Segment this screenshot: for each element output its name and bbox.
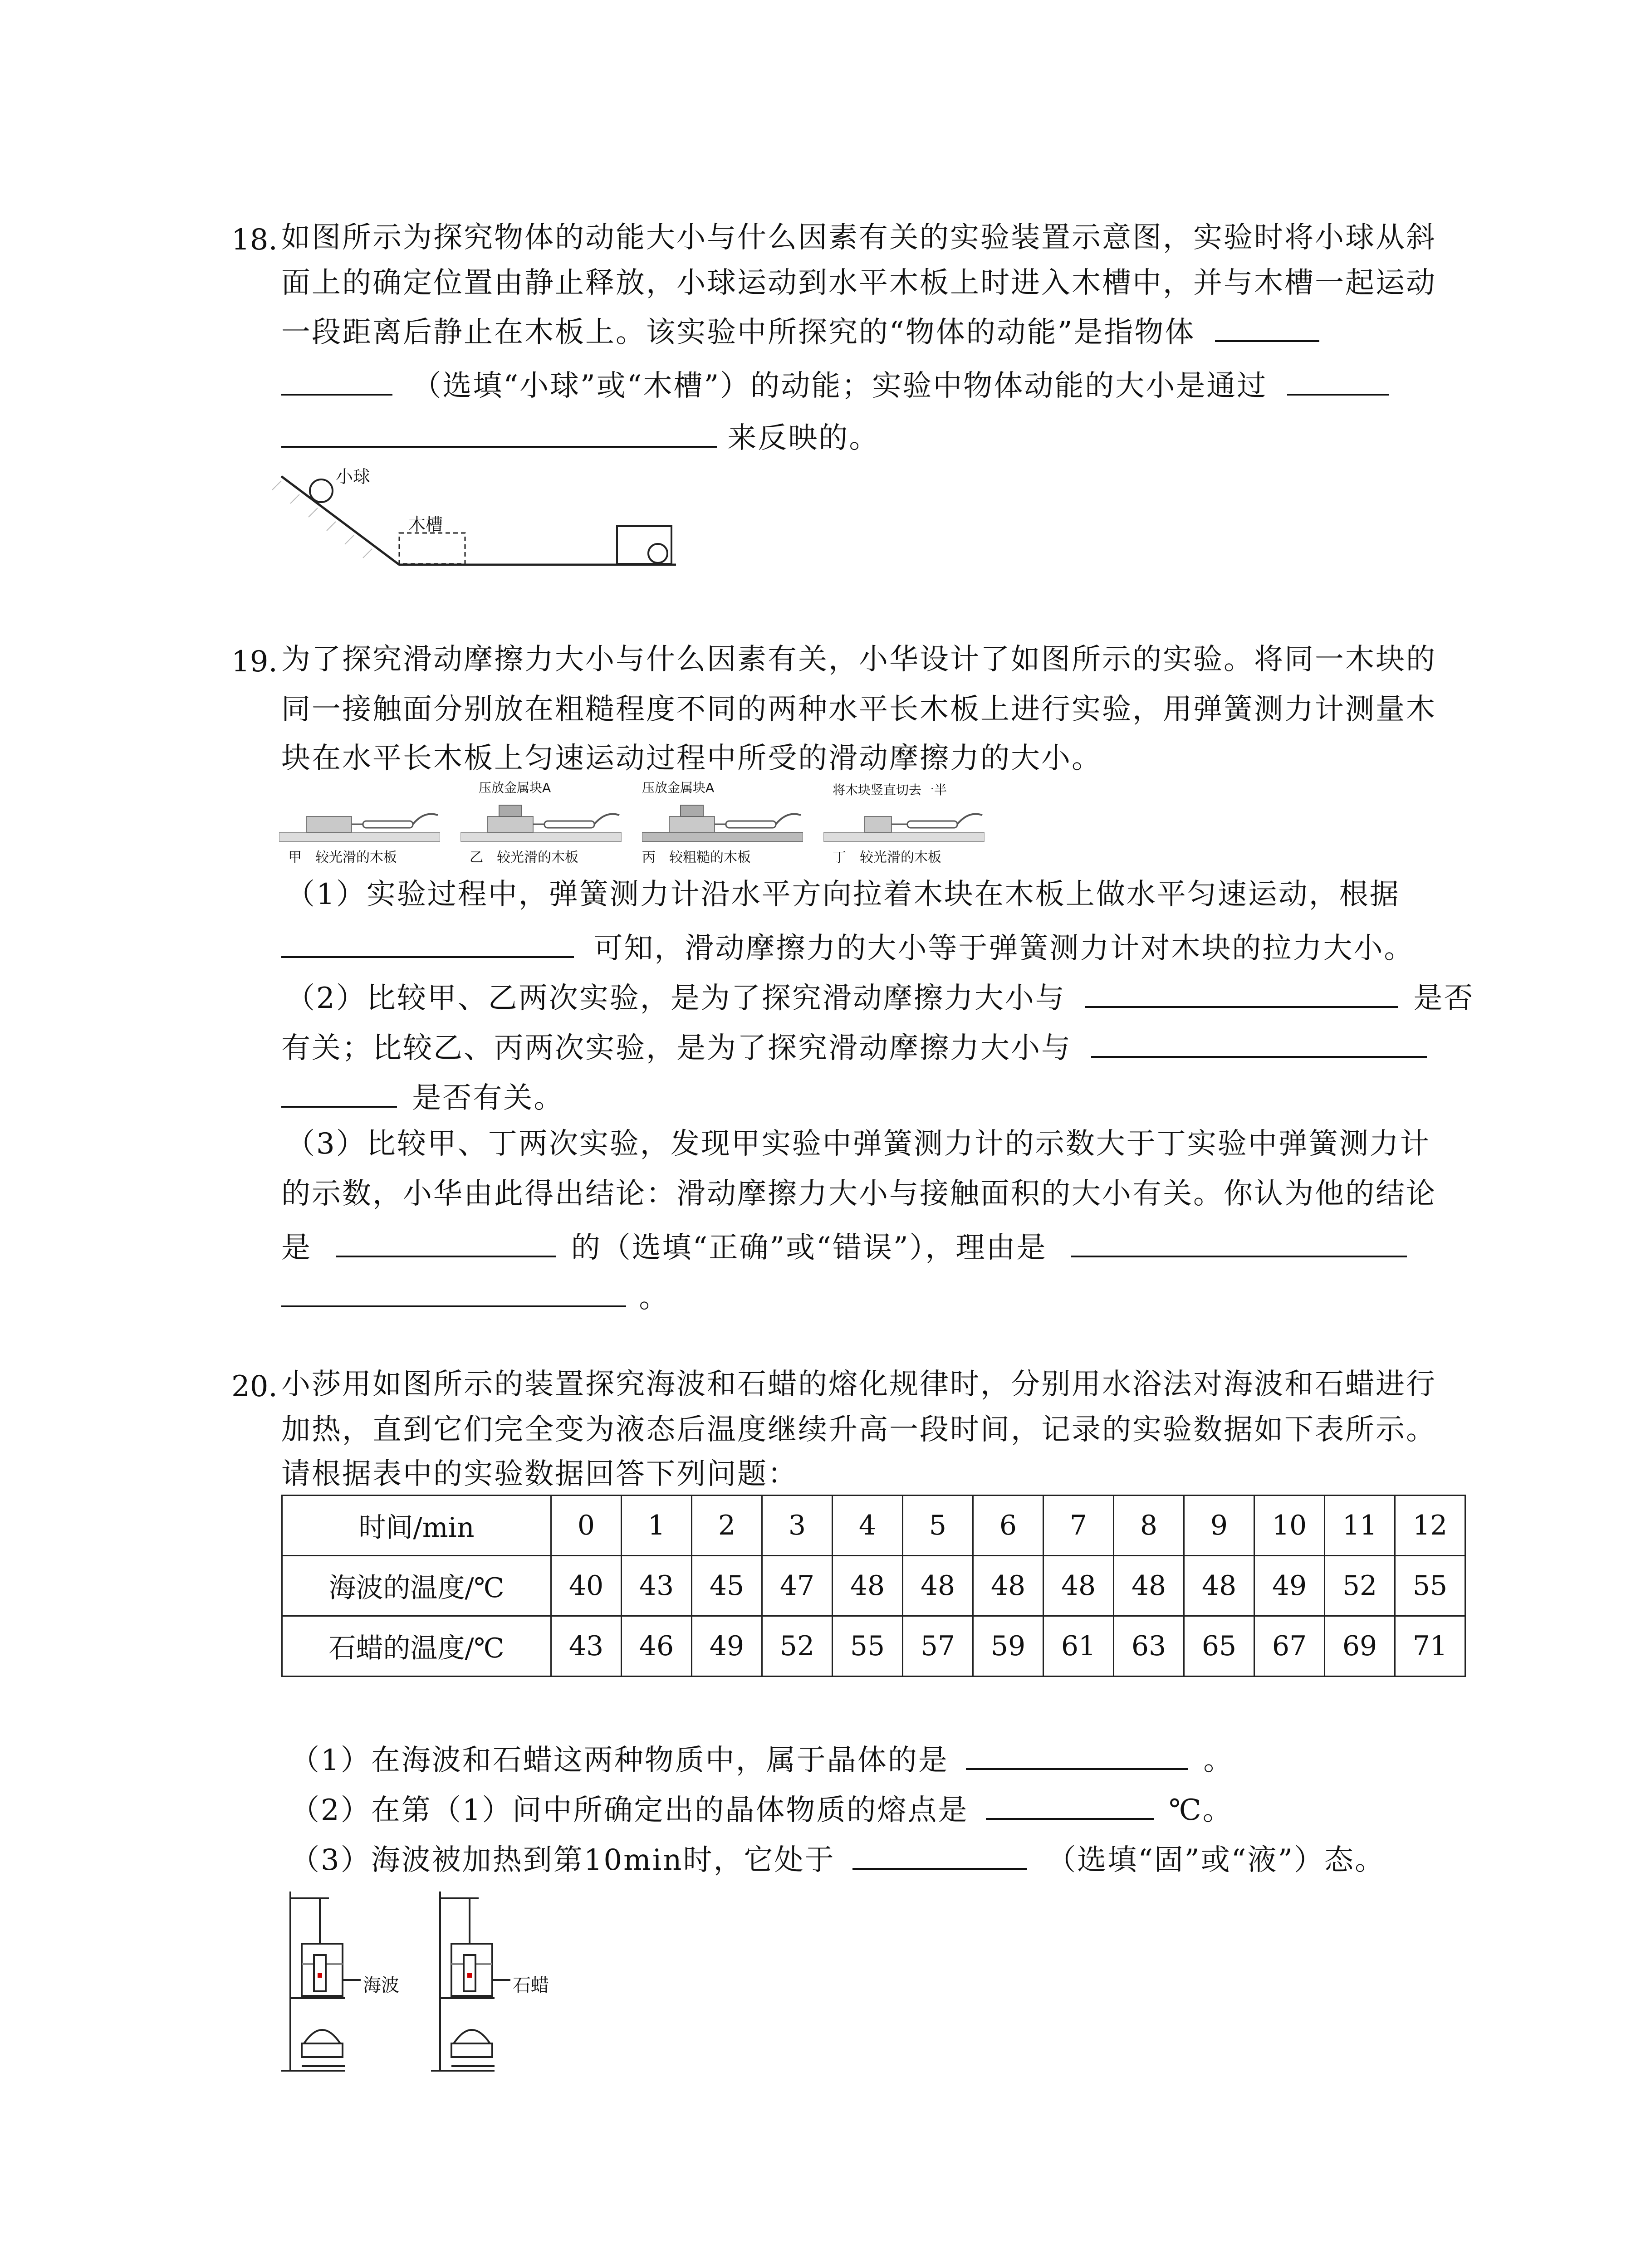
table-cell: 52: [762, 1616, 833, 1677]
fig-ding-label: 将木块竖直切去一半: [833, 782, 947, 797]
table-row-label: 时间/min: [282, 1496, 551, 1556]
q20-p1b: 。: [1203, 1744, 1234, 1777]
table-cell: 40: [551, 1556, 622, 1616]
table-row-label: 石蜡的温度/℃: [282, 1616, 551, 1677]
table-cell: 48: [1184, 1556, 1254, 1616]
table-cell: 55: [833, 1616, 903, 1677]
table-cell: 46: [622, 1616, 692, 1677]
q19-blank-3a[interactable]: [336, 1229, 556, 1257]
q18-figure: [272, 463, 690, 585]
table-cell: 48: [973, 1556, 1043, 1616]
table-cell: 48: [1114, 1556, 1184, 1616]
fig-ding: [823, 780, 985, 866]
table-cell: 48: [903, 1556, 973, 1616]
fig-yi: [460, 780, 622, 866]
table-cell: 55: [1395, 1556, 1465, 1616]
q20-p2-line: [290, 1792, 1233, 1825]
q20-p2b: ℃。: [1169, 1794, 1233, 1827]
table-cell: 65: [1184, 1616, 1254, 1677]
q19-p2b: 有关；比较乙、丙两次实验，是为了探究滑动摩擦力大小与: [281, 1031, 1072, 1065]
q19-p2a-end: 是否: [1413, 982, 1474, 1015]
q19-blank-2b-cont[interactable]: [281, 1080, 397, 1108]
fig-bing-caption: 丙 较粗糙的木板: [642, 850, 751, 865]
table-cell: 69: [1325, 1616, 1395, 1677]
table-cell: 5: [903, 1496, 973, 1556]
q19-p2c-line: [281, 1080, 564, 1113]
q19-p2b-line: [281, 1030, 1427, 1063]
fig-jia-caption: 甲 较光滑的木板: [288, 850, 397, 865]
q19-blank-2a[interactable]: [1085, 980, 1398, 1008]
q20-blank-3[interactable]: [852, 1842, 1027, 1870]
temperature-table: [281, 1495, 1466, 1677]
q18-blank-1b[interactable]: [281, 367, 392, 396]
fig-label-shila: 石蜡: [513, 1975, 549, 1996]
q20-line-1: 小莎用如图所示的装置探究海波和石蜡的熔化规律时，分别用水浴法对海波和石蜡进行: [281, 1368, 1436, 1401]
table-cell: 0: [551, 1496, 622, 1556]
q18-blank-2b[interactable]: [281, 420, 717, 448]
q19-number: 19.: [231, 645, 278, 679]
table-cell: 63: [1114, 1616, 1184, 1677]
table-cell: 2: [692, 1496, 762, 1556]
incline-diagram: [272, 463, 690, 585]
q19-line-1: 为了探究滑动摩擦力大小与什么因素有关，小华设计了如图所示的实验。将同一木块的: [281, 643, 1436, 676]
table-cell: 57: [903, 1616, 973, 1677]
q20-p1-line: [290, 1742, 1234, 1775]
table-cell: 49: [1254, 1556, 1325, 1616]
table-cell: 43: [551, 1616, 622, 1677]
table-row: [282, 1616, 1465, 1677]
q19-p2a-line: [286, 980, 1474, 1013]
table-row-label: 海波的温度/℃: [282, 1556, 551, 1616]
q18-line-3: [281, 314, 1319, 347]
fig-label-ball: 小球: [336, 467, 371, 487]
q19-p2a: （2）比较甲、乙两次实验，是为了探究滑动摩擦力大小与: [286, 982, 1066, 1015]
q19-p3c-pre: 是: [281, 1231, 312, 1265]
table-cell: 71: [1395, 1616, 1465, 1677]
table-cell: 48: [833, 1556, 903, 1616]
table-cell: 49: [692, 1616, 762, 1677]
fig-label-haibo: 海波: [363, 1975, 399, 1996]
q20-p3-line: [290, 1842, 1385, 1875]
table-cell: 47: [762, 1556, 833, 1616]
q19-blank-3b-cont[interactable]: [281, 1279, 626, 1307]
table-cell: 4: [833, 1496, 903, 1556]
table-cell: 8: [1114, 1496, 1184, 1556]
q18-line-5-text: 来反映的。: [727, 421, 880, 455]
q19-p3c-line: [281, 1229, 1407, 1265]
q18-blank-2a[interactable]: [1287, 367, 1389, 396]
q19-blank-3b[interactable]: [1071, 1229, 1407, 1257]
q20-line-2: 加热，直到它们完全变为液态后温度继续升高一段时间，记录的实验数据如下表所示。: [281, 1413, 1436, 1447]
q18-line-4: [281, 367, 1389, 401]
q18-line-5: [281, 420, 879, 453]
table-cell: 9: [1184, 1496, 1254, 1556]
table-cell: 52: [1325, 1556, 1395, 1616]
q18-line-2: 面上的确定位置由静止释放，小球运动到水平木板上时进入木槽中，并与木槽一起运动: [281, 266, 1436, 300]
table-cell: 61: [1043, 1616, 1114, 1677]
q19-p1b: 可知，滑动摩擦力的大小等于弹簧测力计对木块的拉力大小。: [593, 932, 1415, 965]
q20-line-3: 请根据表中的实验数据回答下列问题：: [281, 1457, 798, 1491]
q19-blank-1[interactable]: [281, 930, 574, 958]
table-row: [282, 1556, 1465, 1616]
table-cell: 10: [1254, 1496, 1325, 1556]
table-cell: 43: [622, 1556, 692, 1616]
table-cell: 6: [973, 1496, 1043, 1556]
q19-p2c: 是否有关。: [412, 1081, 564, 1115]
q19-line-3: 块在水平长木板上匀速运动过程中所受的滑动摩擦力的大小。: [281, 742, 1102, 775]
table-cell: 11: [1325, 1496, 1395, 1556]
q18-blank-1a[interactable]: [1215, 314, 1319, 342]
ball-icon: [310, 479, 333, 502]
q18-line-4-text: （选填“小球”或“木槽”）的动能；实验中物体动能的大小是通过: [412, 369, 1268, 403]
table-cell: 12: [1395, 1496, 1465, 1556]
q19-p3d-line: [281, 1279, 670, 1315]
table-cell: 48: [1043, 1556, 1114, 1616]
q18-number: 18.: [231, 223, 278, 257]
q20-figure: [277, 1887, 576, 2077]
q20-number: 20.: [231, 1370, 278, 1403]
q18-line-1: 如图所示为探究物体的动能大小与什么因素有关的实验装置示意图，实验时将小球从斜: [281, 221, 1436, 254]
fig-label-trough: 木槽: [408, 514, 443, 534]
table-cell: 67: [1254, 1616, 1325, 1677]
table-cell: 1: [622, 1496, 692, 1556]
q19-p3b: 的示数，小华由此得出结论：滑动摩擦力大小与接触面积的大小有关。你认为他的结论: [281, 1177, 1436, 1211]
table-cell: 7: [1043, 1496, 1114, 1556]
q20-p3b: （选填“固”或“液”）态。: [1047, 1843, 1386, 1877]
fig-bing: [642, 780, 803, 866]
fig-yi-label: 压放金属块A: [479, 780, 551, 795]
q20-p2a: （2）在第（1）问中所确定出的晶体物质的熔点是: [290, 1794, 969, 1827]
table-cell: 3: [762, 1496, 833, 1556]
fig-bing-label: 压放金属块A: [642, 780, 715, 795]
q19-figures: [279, 780, 987, 866]
q20-p1a: （1）在海波和石蜡这两种物质中，属于晶体的是: [290, 1744, 949, 1777]
q19-line-2: 同一接触面分别放在粗糙程度不同的两种水平长木板上进行实验，用弹簧测力计测量木: [281, 693, 1436, 726]
q20-blank-1[interactable]: [966, 1742, 1188, 1770]
q20-blank-2[interactable]: [986, 1792, 1154, 1820]
table-cell: 59: [973, 1616, 1043, 1677]
fig-jia: [279, 780, 440, 866]
q18-line-3-text: 一段距离后静止在木板上。该实验中所探究的“物体的动能”是指物体: [281, 316, 1195, 349]
ball-end-icon: [648, 544, 667, 563]
trough-start-icon: [399, 533, 465, 564]
q19-p3c-mid: 的（选填“正确”或“错误”），理由是: [571, 1231, 1047, 1265]
fig-yi-caption: 乙 较光滑的木板: [470, 850, 578, 865]
q19-p3a: （3）比较甲、丁两次实验，发现甲实验中弹簧测力计的示数大于丁实验中弹簧测力计: [286, 1127, 1430, 1161]
q19-p1a: （1）实验过程中，弹簧测力计沿水平方向拉着木块在木板上做水平匀速运动，根据: [286, 878, 1400, 911]
q20-p3a: （3）海波被加热到第10min时，它处于: [290, 1843, 835, 1877]
table-row: [282, 1496, 1465, 1556]
fig-ding-caption: 丁 较光滑的木板: [833, 850, 941, 865]
q19-p3d: 。: [639, 1281, 670, 1315]
q19-blank-2b[interactable]: [1091, 1030, 1427, 1058]
table-cell: 45: [692, 1556, 762, 1616]
q19-p1b-line: [281, 930, 1414, 963]
